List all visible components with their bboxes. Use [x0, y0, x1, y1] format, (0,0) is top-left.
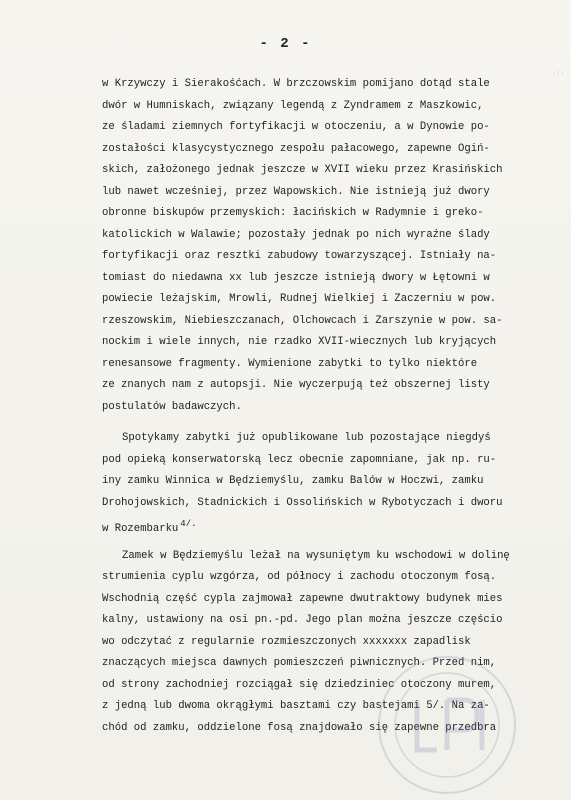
text-line: Wschodnią część cypla zajmował zapewne dwutraktowy budynek mies — [102, 592, 503, 605]
text-line: obronne biskupów przemyskich: łacińskich w Radymnie i greko- — [102, 207, 484, 219]
text-line: Spotykamy zabytki już opublikowane lub pozostające niegdyś — [122, 432, 491, 444]
text-line: Zamek w Będziemyślu leżał na wysuniętym ku wschodowi w dolinę — [122, 549, 510, 562]
text-line: Drohojowskich, Stadnickich i Ossolińskich w Rybotyczach i dworu — [102, 496, 503, 509]
text-line: z jedną lub dwoma okrągłymi basztami czy bastejami 5/. Na za- — [102, 700, 490, 712]
text-line: ze śladami ziemnych fortyfikacji w otoczeniu, a w Dynowie po- — [102, 121, 490, 133]
text-line: lub nawet wcześniej, przez Wapowskich. Nie istnieją już dwory — [102, 185, 490, 198]
text-line: chód od zamku, oddzielone fosą znajdowało się zapewne przedbra — [102, 721, 497, 734]
text-line: iny zamku Winnica w Będziemyślu, zamku Balów w Hoczwi, zamku — [102, 475, 484, 487]
text-line: renesansowe fragmenty. Wymienione zabytki to tylko niektóre — [102, 357, 478, 370]
text-line: powiecie leżajskim, Mrowli, Rudnej Wielkiej i Zaczerniu w pow. — [102, 293, 497, 305]
paragraph-1 — [102, 74, 562, 418]
text-line: w Rozembarku $^{4/.}$ — [102, 519, 197, 535]
text-line: rzeszowskim, Niebieszczanach, Olchowcach i Zarszynie w pow. sa- — [102, 314, 503, 327]
text-line: postulatów badawczych. — [102, 400, 242, 413]
body-text — [102, 74, 562, 739]
text-line: kalny, ustawiony na osi pn.-pd. Jego plan można jeszcze częścio — [102, 614, 503, 626]
text-line: fortyfikacji oraz resztki zabudowy towarzyszącej. Istniały na- — [102, 250, 497, 262]
text-line: skich, założonego jednak jeszcze w XVII wieku przez Krasińskich — [102, 164, 503, 176]
text-line: od strony zachodniej rozciągał się dziedziniec otoczony murem, — [102, 678, 497, 691]
paragraph-2 — [102, 428, 562, 536]
text-line: znaczących miejsca dawnych pomieszczeń piwnicznych. Przed nim, — [102, 657, 497, 669]
text-line: w Krzywczy i Sierakośćach. W brzczowskim pomijano dotąd stale — [102, 78, 490, 90]
text-line: pod opieką konserwatorską lecz obecnie zapomniane, jak np. ru- — [102, 453, 497, 466]
text-line: dwór w Humniskach, związany legendą z Zyndramem z Maszkowic, — [102, 99, 484, 112]
footnote-ref: 4/. — [180, 519, 197, 529]
text-line: nockim i wiele innych, nie rzadko XVII-wiecznych lub kryjących — [102, 336, 497, 348]
text-line: strumienia cyplu wzgórza, od północy i zachodu otoczonym fosą. — [102, 571, 497, 583]
text-line: ze znanych nam z autopsji. Nie wyczerpują też obszernej listy — [102, 379, 490, 391]
text-line: tomiast do niedawna xx lub jeszcze istnieją dwory w Łętowni w — [102, 271, 490, 284]
page-number: - 2 - — [259, 36, 312, 52]
text-line: katolickich w Walawie; pozostały jednak po nich wyraźne ślady — [102, 228, 490, 241]
scan-mark: ·:· — [552, 69, 566, 79]
text-line: wo odczytać z regularnie rozmieszczonych xxxxxxx zapadlisk — [102, 635, 471, 648]
text-line: zostałości klasycystycznego zespołu pałacowego, zapewne Ogiń- — [102, 142, 490, 155]
archive-stamp-icon — [372, 650, 522, 800]
